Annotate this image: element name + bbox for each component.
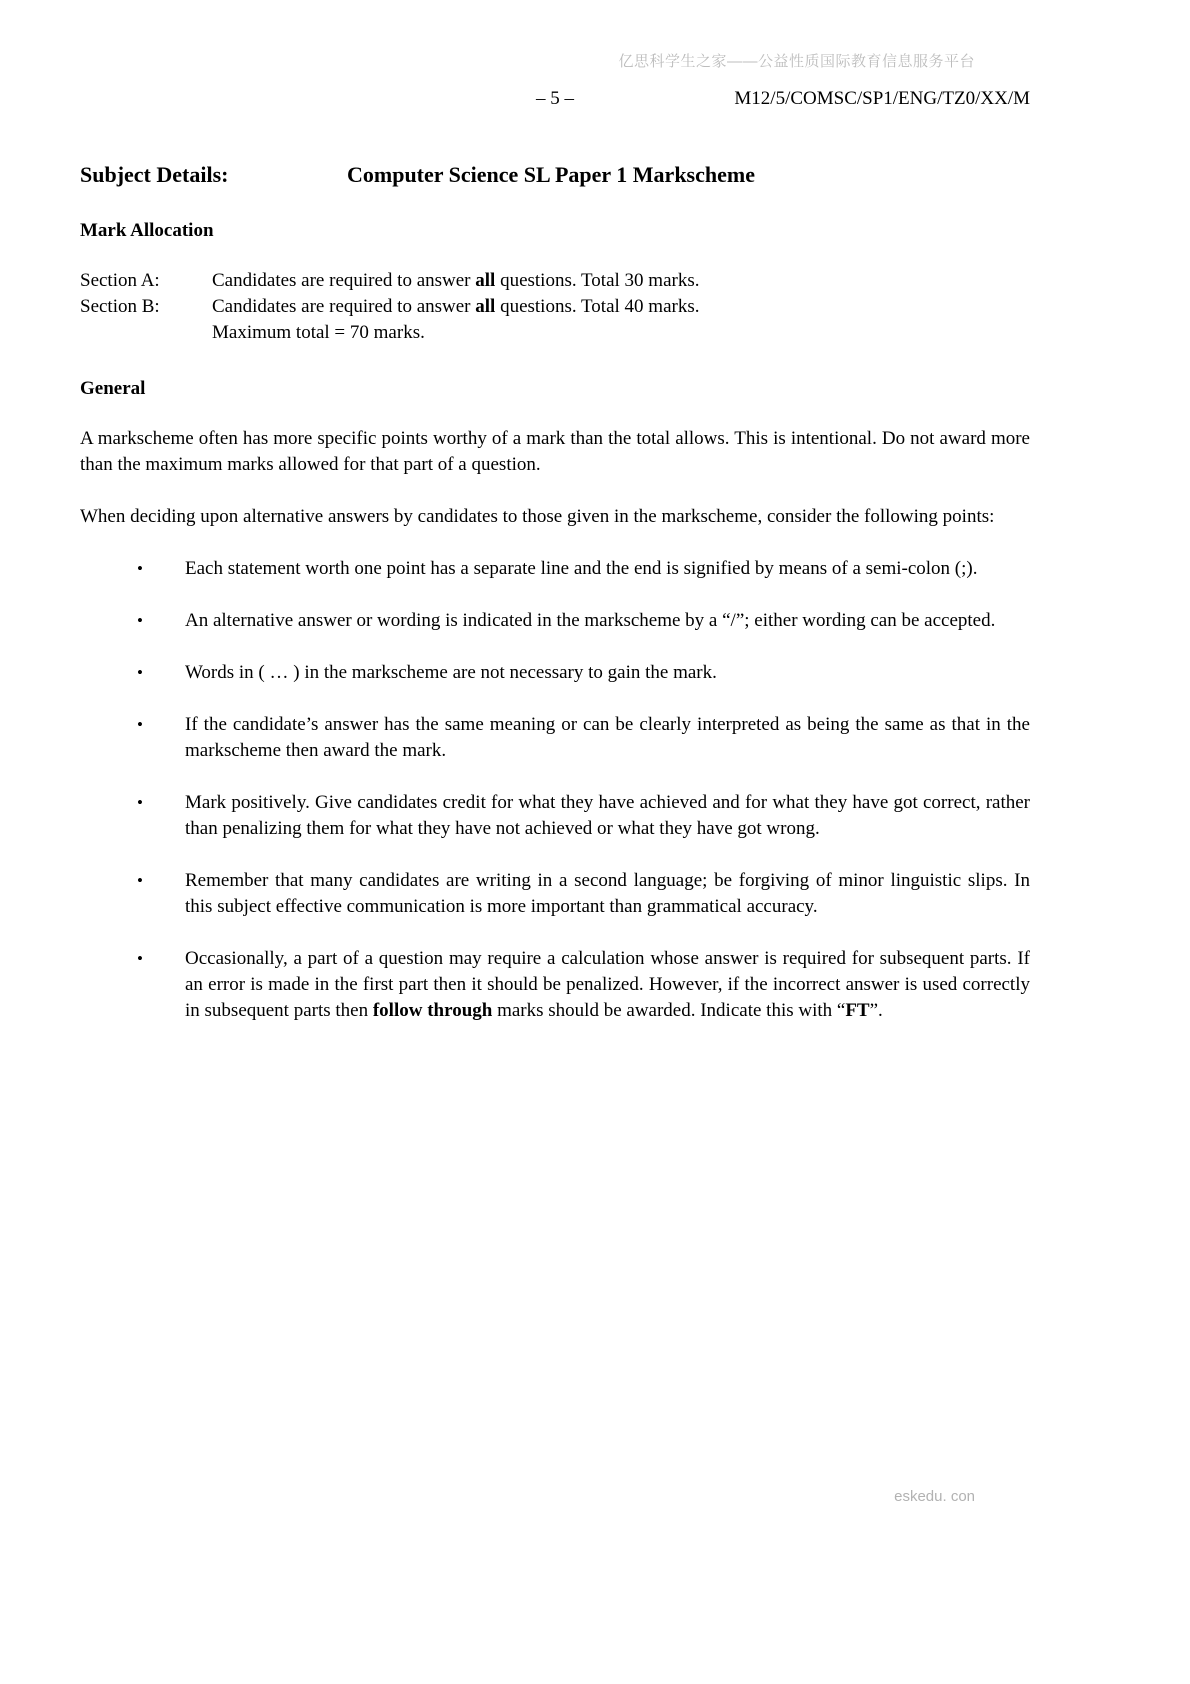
section-a-text-pre: Candidates are required to answer [212,270,476,291]
document-title [80,162,1030,188]
list-item [80,556,1030,582]
section-b-label: Section B: [80,296,160,317]
maximum-total-line: Maximum total = 70 marks. [212,322,425,343]
subject-details-label: Subject Details: [80,162,229,187]
ft-bold: FT [845,1000,870,1021]
section-b-text [212,294,699,320]
section-b-text-post: questions. Total 40 marks. [495,296,700,317]
bullet-text [185,946,1030,1024]
bullet-icon: • [137,871,143,890]
section-b-text-pre: Candidates are required to answer [212,296,476,317]
section-a-label: Section A: [80,270,160,291]
general-heading: General [80,378,146,399]
bullet-icon: • [137,949,143,968]
bullet-list [80,556,1030,1024]
bullet-icon: • [137,715,143,734]
list-item [80,660,1030,686]
section-a-text-bold: all [475,270,496,291]
list-item [80,712,1030,764]
bullet-text: An alternative answer or wording is indicated in the markscheme by a “/”; either wording can be accepted. [185,610,996,631]
bullet-text: Remember that many candidates are writing in a second language; be forgiving of minor linguistic slips. In this subject effective communication is more important than grammatical accuracy. [185,870,1030,917]
page-number: – 5 – [536,88,574,109]
mark-allocation-heading: Mark Allocation [80,220,214,241]
mark-allocation-block [80,268,1030,346]
bullet-text: Each statement worth one point has a separate line and the end is signified by means of a semi-colon (;). [185,558,978,579]
section-a-text [212,268,699,294]
watermark-text: 亿思科学生之家——公益性质国际教育信息服务平台 [618,53,975,70]
section-a-text-post: questions. Total 30 marks. [495,270,700,291]
list-item [80,868,1030,920]
page-header [80,88,1030,118]
bullet-icon: • [137,663,143,682]
list-item [80,608,1030,634]
paper-title: Computer Science SL Paper 1 Markscheme [347,162,755,187]
bullet-text-post: ”. [869,1000,883,1021]
bullet-text-mid: marks should be awarded. Indicate this with “ [492,1000,846,1021]
list-item [80,946,1030,1024]
general-paragraph-2: When deciding upon alternative answers by candidates to those given in the markscheme, consider the following points: [80,506,995,527]
section-a-row [80,268,1030,294]
general-paragraph-1: A markscheme often has more specific points worthy of a mark than the total allows. This is intentional. Do not award more than the maximum marks allowed for that part of a question. [80,428,1030,475]
paper-code: M12/5/COMSC/SP1/ENG/TZ0/XX/M [734,88,1030,109]
bullet-icon: • [137,559,143,578]
bullet-text: Mark positively. Give candidates credit for what they have achieved and for what they have got correct, rather than penalizing them for what they have not achieved or what they have got wrong. [185,792,1030,839]
list-item [80,790,1030,842]
section-b-row [80,294,1030,320]
bullet-icon: • [137,793,143,812]
follow-through-bold: follow through [372,1000,493,1021]
bullet-text: Words in ( … ) in the markscheme are not necessary to gain the mark. [185,662,717,683]
bullet-text-pre: Occasionally, a part of a question may require a calculation whose answer is required for subsequent parts. If an error is made in the first part then it should be penalized. However, if the incorrect answer is used correctly in subsequent parts then [185,948,1030,1021]
bullet-icon: • [137,611,143,630]
section-b-text-bold: all [475,296,496,317]
footer-site-text: eskedu. con [894,1488,975,1505]
bullet-text: If the candidate’s answer has the same meaning or can be clearly interpreted as being the same as that in the markscheme then award the mark. [185,714,1030,761]
